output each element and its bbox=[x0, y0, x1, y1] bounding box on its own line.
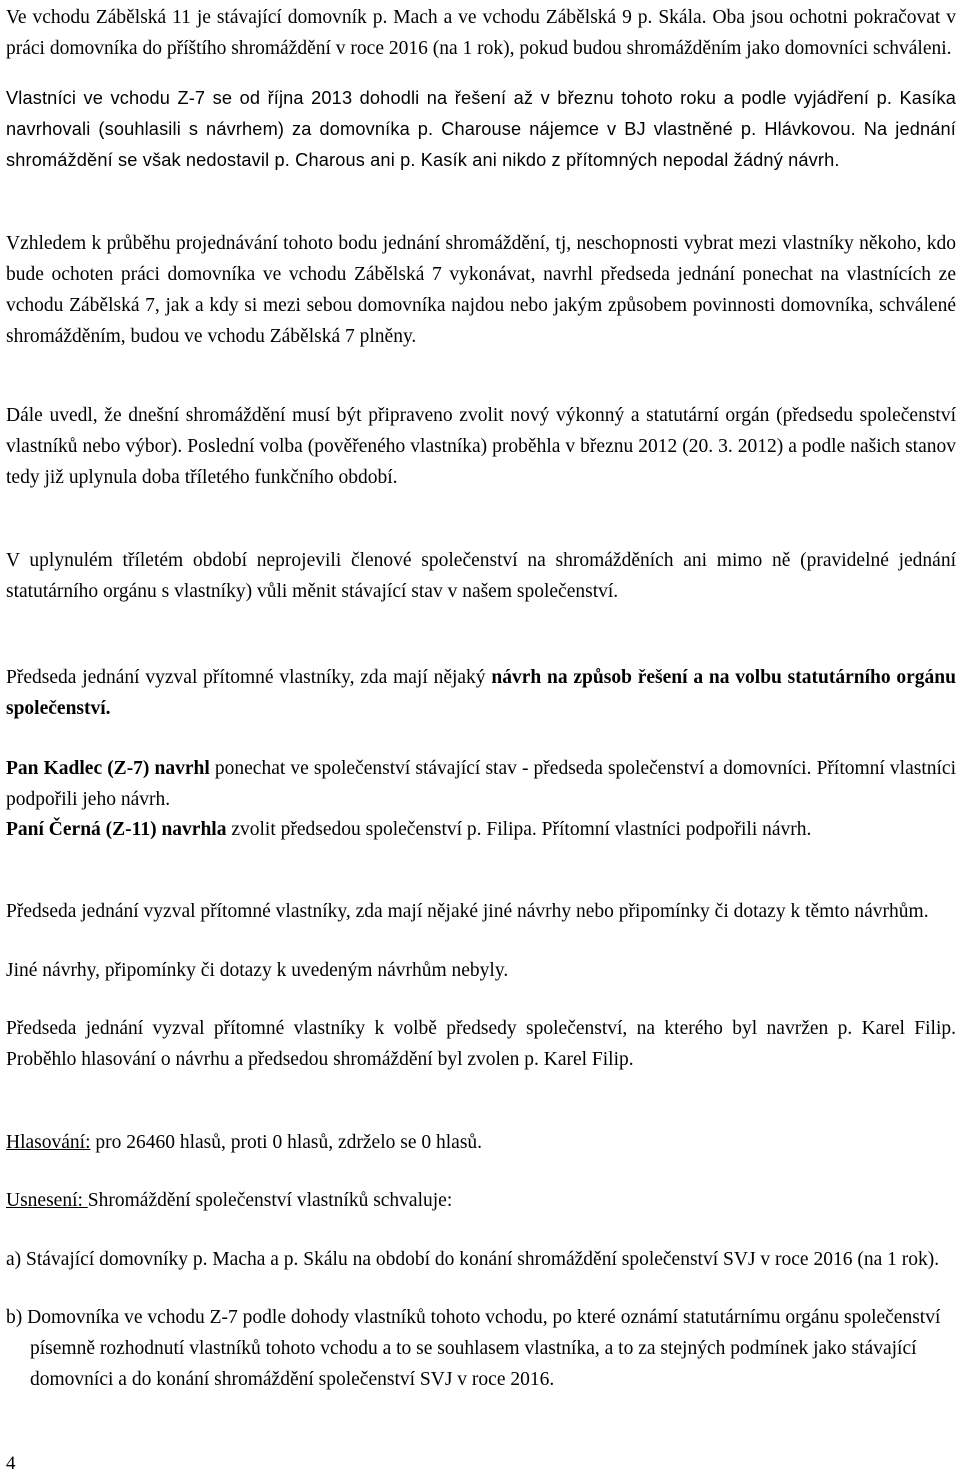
paragraph-election-required: Dále uvedl, že dnešní shromáždění musí být připraveno zvolit nový výkonný a statutární orgán (předsedu společenství vlastníků nebo výbor). Poslední volba (pověřeného vlastníka) proběhla v březnu 2012 (20. 3. 2012) a podle našich stanov tedy již uplynula doba tříletého funkčního období. bbox=[6, 405, 956, 488]
paragraph-doorkeepers-current: Ve vchodu Zábělská 11 je stávající domovník p. Mach a ve vchodu Zábělská 9 p. Skála. Oba jsou ochotni pokračovat v práci domovníka do příštího shromáždění v roce 2016 (na 1 rok), pokud budou shromážděním jako domovníci schváleni. bbox=[6, 7, 956, 59]
resolution-item-a: a) Stávající domovníky p. Macha a p. Skálu na období do konání shromáždění společenství SVJ v roce 2016 (na 1 rok). bbox=[6, 1249, 940, 1270]
paragraph-cerna-proposal bbox=[6, 814, 956, 845]
paragraph-chair-proposal: Vzhledem k průběhu projednávání tohoto bodu jednání shromáždění, tj, neschopnosti vybrat mezi vlastníky někoho, kdo bude ochoten práci domovníka ve vchodu Zábělská 7 vykonávat, navrhl předseda jednání ponechat na vlastnících ze vchodu Zábělská 7, jak a kdy si mezi sebou domovníka najdou nebo jakým způsobem povinnosti domovníka, schválené shromážděním, budou ve vchodu Zábělská 7 plněny. bbox=[6, 233, 956, 347]
paragraph-other-proposals-call: Předseda jednání vyzval přítomné vlastníky, zda mají nějaké jiné návrhy nebo připomínky či dotazy k těmto návrhům. bbox=[6, 901, 929, 922]
paragraph-call-for-proposals bbox=[6, 662, 956, 724]
resolution-label: Usnesení: bbox=[6, 1190, 88, 1211]
paragraph-election-chair: Předseda jednání vyzval přítomné vlastníky k volbě předsedy společenství, na kterého byl navržen p. Karel Filip. Proběhlo hlasování o návrhu a předsedou shromáždění byl zvolen p. Karel Filip. bbox=[6, 1018, 956, 1070]
vote-line bbox=[6, 1127, 956, 1158]
kadlec-text: ponechat ve společenství stávající stav - předseda společenství a domovníci. Přítomní vlastníci podpořili jeho návrh. bbox=[6, 758, 956, 810]
vote-result: pro 26460 hlasů, proti 0 hlasů, zdrželo se 0 hlasů. bbox=[90, 1132, 483, 1153]
vote-label: Hlasování: bbox=[6, 1132, 91, 1153]
resolution-item-b: b) Domovníka ve vchodu Z-7 podle dohody vlastníků tohoto vchodu, po které oznámí statutárnímu orgánu společenství písemně rozhodnutí vlastníků tohoto vchodu a to se souhlasem vlastníka, a to za stejných podmínek jako stávající domovníci a do konání shromáždění společenství SVJ v roce 2016. bbox=[6, 1307, 941, 1390]
kadlec-name: Pan Kadlec (Z-7) navrhl bbox=[6, 758, 210, 779]
call-text: Předseda jednání vyzval přítomné vlastníky, zda mají nějaký bbox=[6, 667, 492, 688]
paragraph-no-change: V uplynulém tříletém období neprojevili členové společenství na shromážděních ani mimo ně (pravidelné jednání statutárního orgánu s vlastníky) vůli měnit stávající stav v našem společenství. bbox=[6, 550, 956, 602]
paragraph-kadlec-proposal bbox=[6, 753, 956, 815]
cerna-text: zvolit předsedou společenství p. Filipa. Přítomní vlastníci podpořili návrh. bbox=[226, 819, 812, 840]
call-text-bold: návrh na způsob řešení a na volbu statutárního orgánu společenství. bbox=[6, 667, 956, 719]
resolution-text: Shromáždění společenství vlastníků schvaluje: bbox=[87, 1190, 453, 1211]
page-number: 4 bbox=[6, 1453, 16, 1474]
cerna-name: Paní Černá (Z-11) navrhla bbox=[6, 819, 227, 840]
paragraph-no-other-proposals: Jiné návrhy, připomínky či dotazy k uvedeným návrhům nebyly. bbox=[6, 960, 509, 981]
paragraph-entrance-z7: Vlastníci ve vchodu Z-7 se od října 2013 dohodli na řešení až v březnu tohoto roku a podle vyjádření p. Kasíka navrhovali (souhlasili s návrhem) za domovníka p. Charouse nájemce v BJ vlastněné p. Hlávkovou. Na jednání shromáždění se však nedostavil p. Charous ani p. Kasík ani nikdo z přítomných nepodal žádný návrh. bbox=[6, 88, 956, 170]
resolution-line bbox=[6, 1185, 956, 1216]
